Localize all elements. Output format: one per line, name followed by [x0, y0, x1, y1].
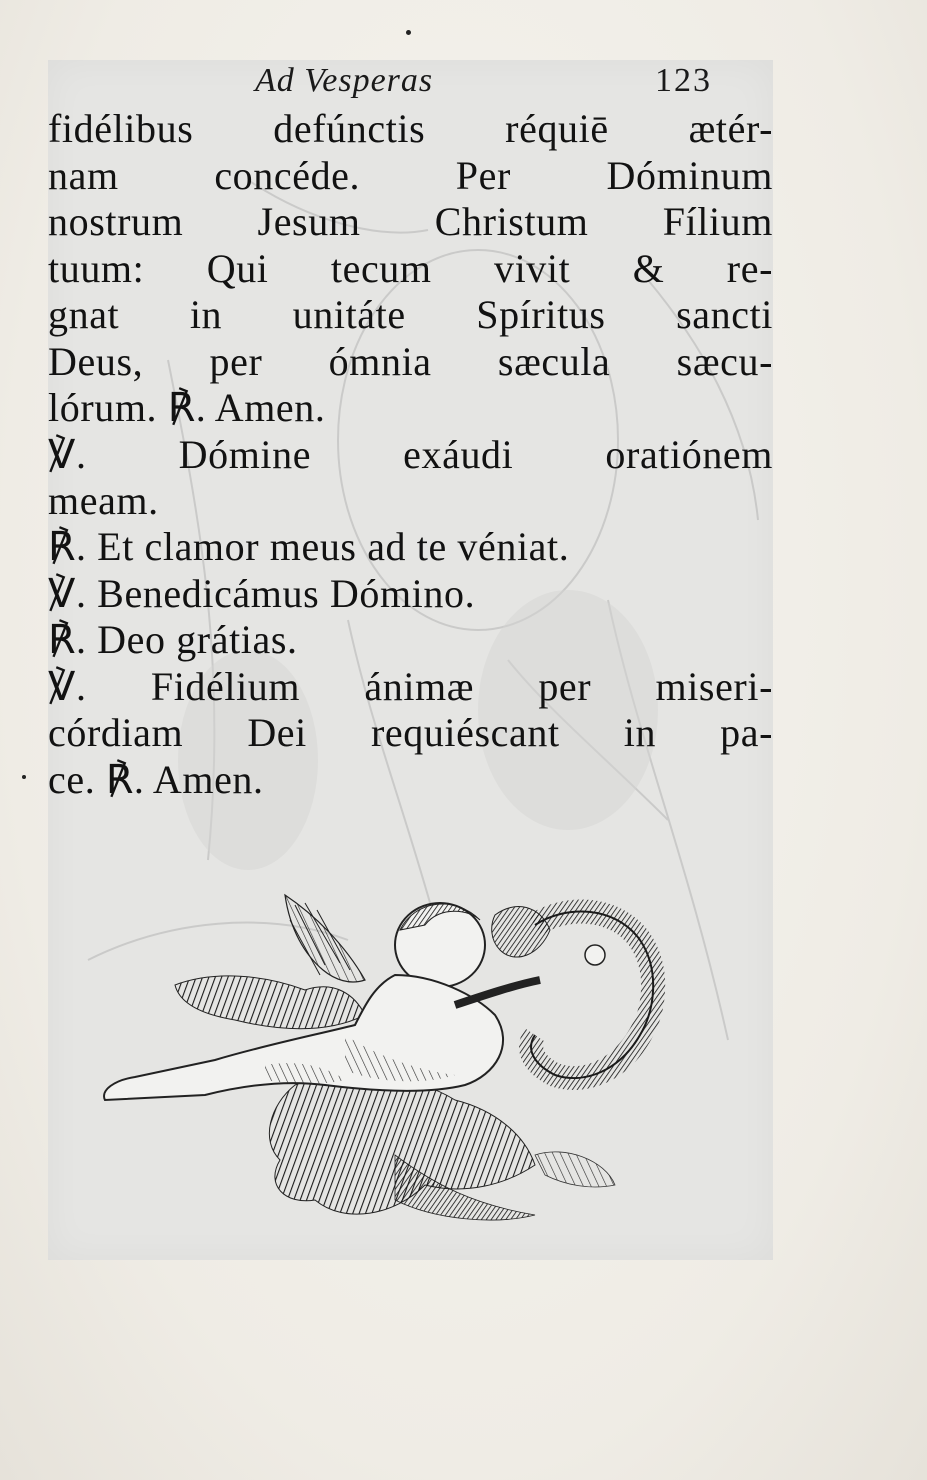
text-line: ce. ℟. Amen. — [48, 756, 264, 802]
text-line: gnat in unitáte Spíritus sancti — [48, 292, 773, 337]
text-line: fidélibus defúnctis réquiē ætér- — [48, 106, 773, 151]
ink-speck — [22, 775, 26, 779]
page-number: 123 — [655, 62, 712, 99]
response-line: ℟. Et clamor meus ad te véniat. — [48, 524, 570, 569]
versicle-line: ℣. Fidélium ánimæ per miseri- — [48, 663, 773, 709]
versicle-line: ℣. Benedicámus Dómino. — [48, 570, 476, 616]
text-line: Deus, per ómnia sæcula sæcu- — [48, 338, 773, 384]
text-line: tuum: Qui tecum vivit & re- — [48, 245, 773, 291]
ink-speck — [406, 30, 411, 35]
text-line: nostrum Jesum Christum Fílium — [48, 199, 773, 244]
running-title: Ad Vesperas — [255, 62, 434, 99]
text-line: nam concéde. Per Dóminum — [48, 152, 773, 198]
running-header — [255, 62, 775, 106]
text-line: meam. — [48, 478, 159, 523]
prayer-text — [48, 106, 773, 803]
text-line: lórum. ℟. Amen. — [48, 385, 326, 430]
cherub-with-wreath-engraving — [95, 885, 670, 1245]
response-line: ℟. Deo grátias. — [48, 617, 298, 662]
versicle-line: ℣. Dómine exáudi oratiónem — [48, 431, 773, 477]
text-line: córdiam Dei requiéscant in pa- — [48, 710, 773, 755]
